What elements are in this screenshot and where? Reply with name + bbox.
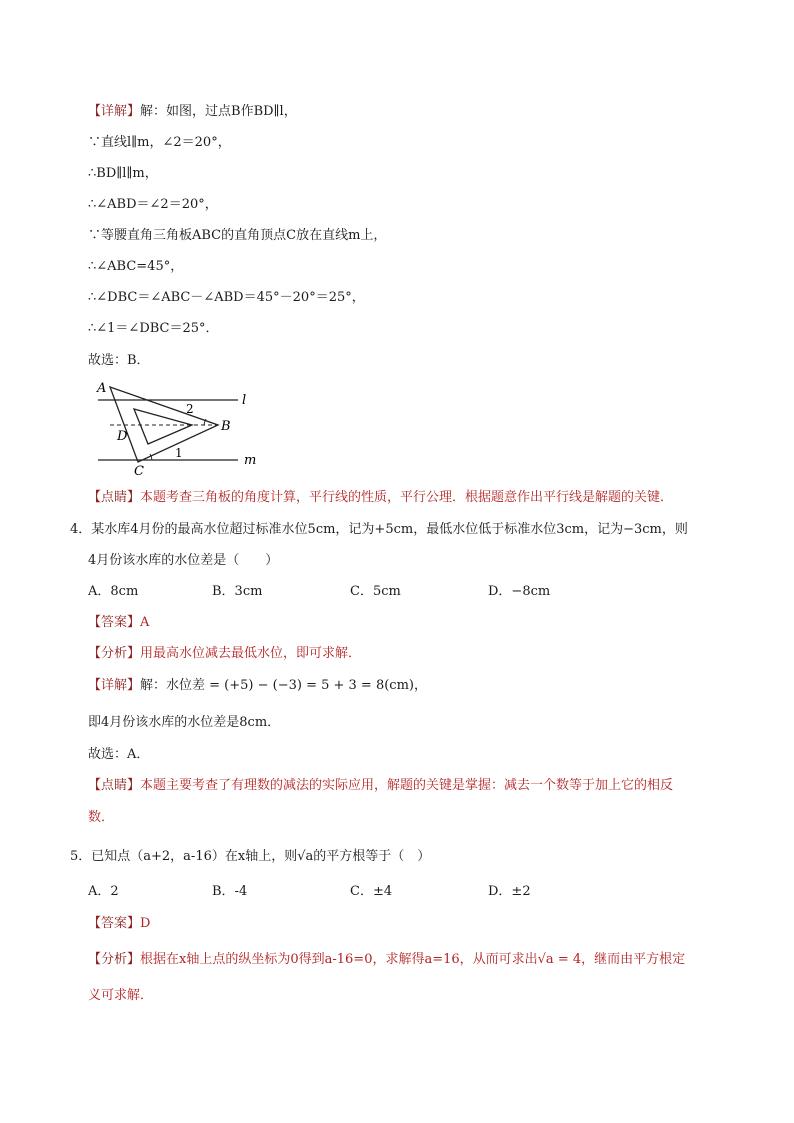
detail-line-3 bbox=[88, 164, 158, 184]
comment-text: 数． bbox=[88, 810, 115, 825]
detail-text: 解：如图，过点B作BD∥l， bbox=[140, 104, 297, 119]
conclusion-line bbox=[88, 351, 150, 371]
detail-line-7 bbox=[88, 288, 365, 308]
detail-line-8 bbox=[88, 319, 219, 339]
analysis-tag: 【分析】 bbox=[88, 646, 141, 661]
q5-answer-line bbox=[88, 914, 150, 934]
comment-tag: 【点睛】 bbox=[88, 778, 141, 793]
q5-stem-line bbox=[70, 847, 430, 867]
label-2: 2 bbox=[186, 402, 194, 416]
q4-comment-line-1 bbox=[88, 776, 673, 796]
analysis-tag: 【分析】 bbox=[88, 952, 141, 967]
detail-text: ∴∠ABD＝∠2＝20°， bbox=[88, 197, 218, 212]
conclusion-text: 故选：B． bbox=[88, 353, 150, 368]
label-m: m bbox=[244, 453, 257, 468]
detail-text: ∴∠DBC＝∠ABC－∠ABD＝45°－20°＝25°， bbox=[88, 290, 365, 305]
answer-tag: 【答案】 bbox=[88, 916, 141, 931]
q4-detail-line bbox=[88, 676, 427, 696]
q5-choice-b: B．-4 bbox=[212, 884, 248, 899]
q4-conclusion-line bbox=[88, 745, 149, 765]
answer-text: A bbox=[140, 615, 150, 630]
q4-analysis-line bbox=[88, 644, 361, 664]
q4-stem-text: 4．某水库4月份的最高水位超过标准水位5cm，记为+5cm，最低水位低于标准水位3cm，记为−3cm，则 bbox=[70, 522, 688, 537]
label-b: B bbox=[221, 419, 231, 434]
detail-line-5 bbox=[88, 226, 386, 246]
label-d: D bbox=[117, 429, 128, 444]
label-a: A bbox=[97, 381, 107, 396]
q4-comment-line-2 bbox=[88, 808, 114, 828]
conclusion-text: 故选：A． bbox=[88, 747, 150, 762]
detail-text: 解：水位差 = (+5) − (−3) = 5 + 3 = 8(cm)， bbox=[140, 678, 427, 693]
q4-stem-text: 4月份该水库的水位差是（ ） bbox=[88, 553, 279, 568]
answer-tag: 【答案】 bbox=[88, 615, 141, 630]
detail-text: ∴BD∥l∥m， bbox=[88, 166, 158, 181]
q4-stem-line-2 bbox=[88, 551, 278, 571]
detail-line-4 bbox=[88, 195, 218, 215]
detail-line-2 bbox=[88, 133, 231, 153]
q5-stem-text: 5．已知点（a+2，a-16）在x轴上，则√a的平方根等于（ ） bbox=[70, 849, 431, 864]
q5-analysis-line-1 bbox=[88, 950, 685, 970]
detail-text: ∴∠ABC=45°， bbox=[88, 259, 184, 274]
comment-tag: 【点睛】 bbox=[88, 490, 141, 505]
analysis-text: 义可求解． bbox=[88, 988, 154, 1003]
detail-line-6 bbox=[88, 257, 183, 277]
q4-choice-b: B．3cm bbox=[212, 584, 263, 599]
q5-choice-c: C．±4 bbox=[350, 884, 393, 899]
q4-detail-line-2 bbox=[88, 713, 280, 733]
q4-stem-line-1 bbox=[70, 520, 688, 540]
label-c: C bbox=[134, 464, 144, 478]
q5-choice-a: A．2 bbox=[88, 884, 119, 899]
label-l: l bbox=[242, 393, 247, 408]
detail-text: ∵直线l∥m，∠2＝20°， bbox=[88, 135, 231, 150]
analysis-text: 根据在x轴上点的纵坐标为0得到a-16=0，求解得a=16，从而可求出√a = 4，继而由平方根定 bbox=[140, 952, 686, 967]
q5-analysis-line-2 bbox=[88, 986, 153, 1006]
answer-text: D bbox=[140, 916, 151, 931]
q4-choice-d: D．−8cm bbox=[488, 584, 551, 599]
detail-tag: 【详解】 bbox=[88, 104, 141, 119]
q5-choice-d: D．±2 bbox=[488, 884, 531, 899]
triangle-inner bbox=[134, 409, 192, 444]
comment-line bbox=[88, 488, 673, 508]
q4-answer-line bbox=[88, 613, 149, 633]
detail-text: ∴∠1＝∠DBC＝25°． bbox=[88, 321, 219, 336]
q4-choice-a: A．8cm bbox=[88, 584, 139, 599]
detail-text: 即4月份该水库的水位差是8cm． bbox=[88, 715, 281, 730]
q4-choice-c: C．5cm bbox=[350, 584, 401, 599]
geometry-diagram bbox=[90, 378, 280, 478]
detail-tag: 【详解】 bbox=[88, 678, 141, 693]
comment-text: 本题考查三角板的角度计算，平行线的性质，平行公理．根据题意作出平行线是解题的关键． bbox=[140, 490, 674, 505]
comment-text: 本题主要考查了有理数的减法的实际应用，解题的关键是掌握：减去一个数等于加上它的相反 bbox=[140, 778, 674, 793]
detail-text: ∵等腰直角三角板ABC的直角顶点C放在直线m上， bbox=[88, 228, 387, 243]
analysis-text: 用最高水位减去最低水位，即可求解． bbox=[140, 646, 362, 661]
detail-line-1 bbox=[88, 102, 297, 122]
label-1: 1 bbox=[175, 446, 183, 460]
